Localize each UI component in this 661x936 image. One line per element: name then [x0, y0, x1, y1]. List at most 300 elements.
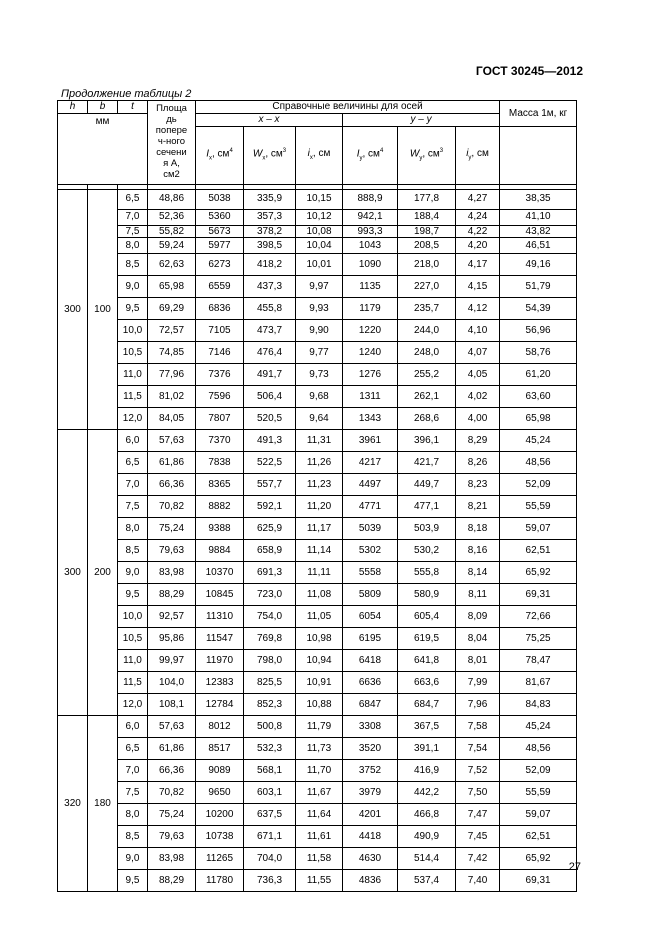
cell-wy: 255,2 — [398, 364, 456, 386]
header-wy: $W_y$, $см^3$ — [398, 126, 456, 184]
header-mass-empty — [500, 126, 577, 184]
cell-wx: 476,4 — [244, 342, 296, 364]
cell-iy: 993,3 — [343, 225, 398, 238]
header-area: Площа дь попере ч-ного сечени я A, см2 — [148, 101, 196, 185]
cell-rx: 11,61 — [296, 826, 343, 848]
cell-t: 10,5 — [118, 342, 148, 364]
header-ry: $i_y$, см — [456, 126, 500, 184]
cell-iy: 4630 — [343, 848, 398, 870]
cell-t: 8,5 — [118, 540, 148, 562]
cell-wx: 625,9 — [244, 518, 296, 540]
table-row — [58, 430, 577, 452]
cell-area: 79,63 — [148, 826, 196, 848]
cell-mass: 49,16 — [500, 254, 577, 276]
cell-t: 8,5 — [118, 826, 148, 848]
cell-iy: 942,1 — [343, 209, 398, 225]
cell-ix: 10370 — [196, 562, 244, 584]
cell-ix: 5038 — [196, 189, 244, 209]
cell-ix: 10845 — [196, 584, 244, 606]
cell-ix: 11780 — [196, 870, 244, 892]
cell-wx: 603,1 — [244, 782, 296, 804]
table-row — [58, 474, 577, 496]
header-h: h — [58, 101, 88, 114]
cell-mass: 81,67 — [500, 672, 577, 694]
table-row — [58, 225, 577, 238]
header-wx: $W_x$, $см^3$ — [244, 126, 296, 184]
cell-wy: 555,8 — [398, 562, 456, 584]
cell-wy: 514,4 — [398, 848, 456, 870]
cell-wy: 396,1 — [398, 430, 456, 452]
cell-iy: 5302 — [343, 540, 398, 562]
cell-mass: 58,76 — [500, 342, 577, 364]
cell-area: 75,24 — [148, 804, 196, 826]
document-code: ГОСТ 30245—2012 — [475, 64, 583, 78]
table-row — [58, 694, 577, 716]
cell-ry: 8,29 — [456, 430, 500, 452]
cell-ry: 4,22 — [456, 225, 500, 238]
cell-mass: 65,98 — [500, 408, 577, 430]
cell-iy: 6636 — [343, 672, 398, 694]
table-row — [58, 760, 577, 782]
cell-ry: 4,00 — [456, 408, 500, 430]
cell-wx: 736,3 — [244, 870, 296, 892]
cell-wx: 437,3 — [244, 276, 296, 298]
cell-t: 7,0 — [118, 209, 148, 225]
table-row — [58, 650, 577, 672]
cell-rx: 11,23 — [296, 474, 343, 496]
cell-rx: 10,91 — [296, 672, 343, 694]
cell-iy: 4201 — [343, 804, 398, 826]
cell-t: 11,0 — [118, 364, 148, 386]
cell-wy: 421,7 — [398, 452, 456, 474]
table-row — [58, 408, 577, 430]
cell-ix: 6559 — [196, 276, 244, 298]
cell-t: 7,0 — [118, 760, 148, 782]
cell-t: 9,0 — [118, 848, 148, 870]
cell-t: 7,0 — [118, 474, 148, 496]
cell-iy: 1240 — [343, 342, 398, 364]
cell-rx: 11,70 — [296, 760, 343, 782]
cell-area: 74,85 — [148, 342, 196, 364]
cell-area: 81,02 — [148, 386, 196, 408]
cell-t: 12,0 — [118, 694, 148, 716]
cell-mass: 69,31 — [500, 584, 577, 606]
cell-h: 300 — [58, 430, 88, 716]
cell-area: 70,82 — [148, 496, 196, 518]
table-row — [58, 209, 577, 225]
cell-b: 180 — [88, 716, 118, 892]
cell-wy: 262,1 — [398, 386, 456, 408]
cell-wx: 473,7 — [244, 320, 296, 342]
cell-wy: 391,1 — [398, 738, 456, 760]
cell-t: 10,0 — [118, 606, 148, 628]
cell-iy: 5558 — [343, 562, 398, 584]
cell-iy: 4418 — [343, 826, 398, 848]
cell-ry: 4,07 — [456, 342, 500, 364]
cell-b: 100 — [88, 189, 118, 430]
cell-ry: 8,16 — [456, 540, 500, 562]
cell-t: 9,5 — [118, 298, 148, 320]
cell-iy: 1090 — [343, 254, 398, 276]
cell-ry: 4,02 — [456, 386, 500, 408]
cell-rx: 11,64 — [296, 804, 343, 826]
cell-area: 52,36 — [148, 209, 196, 225]
cell-h: 300 — [58, 189, 88, 430]
cell-ix: 11310 — [196, 606, 244, 628]
cell-ry: 4,20 — [456, 238, 500, 254]
cell-rx: 11,17 — [296, 518, 343, 540]
cell-ix: 8365 — [196, 474, 244, 496]
table-row — [58, 452, 577, 474]
cell-area: 70,82 — [148, 782, 196, 804]
cell-ix: 8012 — [196, 716, 244, 738]
cell-wy: 268,6 — [398, 408, 456, 430]
cell-wy: 490,9 — [398, 826, 456, 848]
cell-ry: 7,47 — [456, 804, 500, 826]
cell-rx: 11,67 — [296, 782, 343, 804]
cell-ry: 4,05 — [456, 364, 500, 386]
cell-iy: 4771 — [343, 496, 398, 518]
cell-iy: 3961 — [343, 430, 398, 452]
cell-wx: 754,0 — [244, 606, 296, 628]
table-row — [58, 496, 577, 518]
cell-t: 8,5 — [118, 254, 148, 276]
cell-ix: 5360 — [196, 209, 244, 225]
cell-iy: 6418 — [343, 650, 398, 672]
cell-mass: 62,51 — [500, 826, 577, 848]
cell-t: 8,0 — [118, 804, 148, 826]
cell-iy: 4497 — [343, 474, 398, 496]
table-row — [58, 276, 577, 298]
cell-t: 6,0 — [118, 430, 148, 452]
cell-area: 83,98 — [148, 562, 196, 584]
cell-ry: 7,50 — [456, 782, 500, 804]
cell-t: 6,5 — [118, 738, 148, 760]
cell-ix: 11547 — [196, 628, 244, 650]
table-row — [58, 672, 577, 694]
cell-mass: 56,96 — [500, 320, 577, 342]
header-t: t — [118, 101, 148, 114]
table-row — [58, 320, 577, 342]
cell-ry: 8,04 — [456, 628, 500, 650]
cell-t: 9,5 — [118, 870, 148, 892]
cell-rx: 11,08 — [296, 584, 343, 606]
cell-wx: 592,1 — [244, 496, 296, 518]
cell-wy: 227,0 — [398, 276, 456, 298]
cell-t: 11,0 — [118, 650, 148, 672]
cell-iy: 3520 — [343, 738, 398, 760]
cell-wy: 218,0 — [398, 254, 456, 276]
cell-rx: 9,97 — [296, 276, 343, 298]
table-row — [58, 518, 577, 540]
cell-mass: 43,82 — [500, 225, 577, 238]
cell-rx: 10,98 — [296, 628, 343, 650]
cell-wy: 208,5 — [398, 238, 456, 254]
cell-ry: 8,26 — [456, 452, 500, 474]
cell-ix: 7376 — [196, 364, 244, 386]
cell-wx: 357,3 — [244, 209, 296, 225]
cell-iy: 4217 — [343, 452, 398, 474]
cell-t: 7,5 — [118, 496, 148, 518]
cell-mass: 78,47 — [500, 650, 577, 672]
cell-b: 200 — [88, 430, 118, 716]
cell-area: 48,86 — [148, 189, 196, 209]
cell-t: 9,0 — [118, 276, 148, 298]
table-row — [58, 298, 577, 320]
cell-ix: 7807 — [196, 408, 244, 430]
cell-rx: 11,20 — [296, 496, 343, 518]
cell-t: 11,5 — [118, 672, 148, 694]
cell-rx: 11,55 — [296, 870, 343, 892]
cell-rx: 10,01 — [296, 254, 343, 276]
cell-mass: 52,09 — [500, 474, 577, 496]
cell-area: 55,82 — [148, 225, 196, 238]
cell-rx: 11,11 — [296, 562, 343, 584]
cell-area: 88,29 — [148, 584, 196, 606]
cell-wx: 671,1 — [244, 826, 296, 848]
cell-area: 95,86 — [148, 628, 196, 650]
cell-wy: 188,4 — [398, 209, 456, 225]
cell-mass: 65,92 — [500, 562, 577, 584]
cell-iy: 1043 — [343, 238, 398, 254]
cell-ix: 7370 — [196, 430, 244, 452]
cell-area: 66,36 — [148, 760, 196, 782]
cell-rx: 9,93 — [296, 298, 343, 320]
cell-wx: 491,3 — [244, 430, 296, 452]
cell-area: 108,1 — [148, 694, 196, 716]
cell-iy: 1220 — [343, 320, 398, 342]
cell-wy: 537,4 — [398, 870, 456, 892]
cell-ry: 8,23 — [456, 474, 500, 496]
cell-rx: 11,31 — [296, 430, 343, 452]
cell-iy: 6054 — [343, 606, 398, 628]
header-rx: $i_x$, см — [296, 126, 343, 184]
cell-wy: 530,2 — [398, 540, 456, 562]
cell-iy: 888,9 — [343, 189, 398, 209]
cell-mass: 51,79 — [500, 276, 577, 298]
cell-area: 84,05 — [148, 408, 196, 430]
cell-ix: 9884 — [196, 540, 244, 562]
page-number: 27 — [568, 861, 581, 873]
cell-ry: 8,01 — [456, 650, 500, 672]
cell-ry: 7,45 — [456, 826, 500, 848]
cell-ix: 8882 — [196, 496, 244, 518]
cell-rx: 10,94 — [296, 650, 343, 672]
cell-t: 6,5 — [118, 189, 148, 209]
cell-wy: 663,6 — [398, 672, 456, 694]
cell-wx: 500,8 — [244, 716, 296, 738]
cell-iy: 1276 — [343, 364, 398, 386]
cell-rx: 9,77 — [296, 342, 343, 364]
profile-table — [57, 100, 577, 892]
cell-ix: 7838 — [196, 452, 244, 474]
cell-area: 104,0 — [148, 672, 196, 694]
cell-area: 62,63 — [148, 254, 196, 276]
table-row — [58, 628, 577, 650]
cell-ry: 7,40 — [456, 870, 500, 892]
cell-wy: 449,7 — [398, 474, 456, 496]
cell-iy: 1343 — [343, 408, 398, 430]
cell-ry: 8,11 — [456, 584, 500, 606]
cell-mass: 45,24 — [500, 716, 577, 738]
cell-ix: 6273 — [196, 254, 244, 276]
cell-wx: 455,8 — [244, 298, 296, 320]
cell-t: 7,5 — [118, 782, 148, 804]
cell-rx: 11,58 — [296, 848, 343, 870]
cell-ry: 7,54 — [456, 738, 500, 760]
cell-area: 61,86 — [148, 452, 196, 474]
table-row — [58, 189, 577, 209]
cell-ix: 7105 — [196, 320, 244, 342]
cell-mass: 54,39 — [500, 298, 577, 320]
cell-area: 66,36 — [148, 474, 196, 496]
cell-area: 99,97 — [148, 650, 196, 672]
cell-rx: 10,04 — [296, 238, 343, 254]
cell-iy: 5039 — [343, 518, 398, 540]
cell-mass: 48,56 — [500, 738, 577, 760]
cell-ry: 7,52 — [456, 760, 500, 782]
cell-area: 79,63 — [148, 540, 196, 562]
table-row — [58, 238, 577, 254]
table-row — [58, 254, 577, 276]
cell-wy: 684,7 — [398, 694, 456, 716]
cell-rx: 10,12 — [296, 209, 343, 225]
cell-t: 10,5 — [118, 628, 148, 650]
cell-wy: 198,7 — [398, 225, 456, 238]
cell-t: 6,5 — [118, 452, 148, 474]
cell-ry: 7,96 — [456, 694, 500, 716]
cell-mass: 62,51 — [500, 540, 577, 562]
cell-wx: 335,9 — [244, 189, 296, 209]
cell-rx: 9,64 — [296, 408, 343, 430]
cell-wx: 798,0 — [244, 650, 296, 672]
cell-ry: 4,24 — [456, 209, 500, 225]
cell-area: 59,24 — [148, 238, 196, 254]
cell-ry: 4,12 — [456, 298, 500, 320]
header-reference: Справочные величины для осей — [196, 101, 500, 114]
cell-iy: 3308 — [343, 716, 398, 738]
cell-rx: 10,88 — [296, 694, 343, 716]
cell-wy: 619,5 — [398, 628, 456, 650]
cell-ry: 8,14 — [456, 562, 500, 584]
cell-wy: 641,8 — [398, 650, 456, 672]
cell-ix: 12383 — [196, 672, 244, 694]
cell-t: 11,5 — [118, 386, 148, 408]
header-units: мм — [58, 114, 148, 185]
cell-wx: 769,8 — [244, 628, 296, 650]
cell-area: 57,63 — [148, 716, 196, 738]
table-row — [58, 540, 577, 562]
cell-rx: 9,73 — [296, 364, 343, 386]
table-row — [58, 606, 577, 628]
cell-ix: 6836 — [196, 298, 244, 320]
table-row — [58, 584, 577, 606]
header-ix: $I_x$, $см^4$ — [196, 126, 244, 184]
cell-wy: 605,4 — [398, 606, 456, 628]
table-row — [58, 870, 577, 892]
cell-wx: 398,5 — [244, 238, 296, 254]
table-row — [58, 342, 577, 364]
table-row — [58, 782, 577, 804]
cell-ry: 7,42 — [456, 848, 500, 870]
cell-wx: 520,5 — [244, 408, 296, 430]
cell-ix: 9650 — [196, 782, 244, 804]
cell-wx: 852,3 — [244, 694, 296, 716]
cell-wy: 244,0 — [398, 320, 456, 342]
cell-wy: 477,1 — [398, 496, 456, 518]
table-row — [58, 386, 577, 408]
cell-ry: 4,10 — [456, 320, 500, 342]
header-axis-x: x – x — [196, 114, 343, 127]
cell-wy: 442,2 — [398, 782, 456, 804]
cell-mass: 55,59 — [500, 782, 577, 804]
cell-wx: 658,9 — [244, 540, 296, 562]
cell-iy: 6847 — [343, 694, 398, 716]
cell-area: 75,24 — [148, 518, 196, 540]
cell-rx: 9,68 — [296, 386, 343, 408]
header-b: b — [88, 101, 118, 114]
cell-mass: 59,07 — [500, 804, 577, 826]
cell-t: 8,0 — [118, 518, 148, 540]
cell-wx: 691,3 — [244, 562, 296, 584]
cell-wy: 235,7 — [398, 298, 456, 320]
cell-ix: 12784 — [196, 694, 244, 716]
cell-t: 7,5 — [118, 225, 148, 238]
table-row — [58, 738, 577, 760]
cell-area: 88,29 — [148, 870, 196, 892]
cell-iy: 1311 — [343, 386, 398, 408]
cell-wx: 557,7 — [244, 474, 296, 496]
cell-wx: 568,1 — [244, 760, 296, 782]
cell-ry: 7,99 — [456, 672, 500, 694]
table-row — [58, 804, 577, 826]
cell-area: 77,96 — [148, 364, 196, 386]
cell-rx: 11,79 — [296, 716, 343, 738]
cell-mass: 45,24 — [500, 430, 577, 452]
cell-rx: 11,05 — [296, 606, 343, 628]
cell-iy: 6195 — [343, 628, 398, 650]
cell-wx: 637,5 — [244, 804, 296, 826]
cell-ix: 10200 — [196, 804, 244, 826]
cell-mass: 65,92 — [500, 848, 577, 870]
cell-mass: 48,56 — [500, 452, 577, 474]
table-row — [58, 716, 577, 738]
cell-area: 69,29 — [148, 298, 196, 320]
cell-t: 9,0 — [118, 562, 148, 584]
cell-mass: 59,07 — [500, 518, 577, 540]
cell-ix: 8517 — [196, 738, 244, 760]
table-row — [58, 848, 577, 870]
cell-wy: 177,8 — [398, 189, 456, 209]
cell-ry: 4,27 — [456, 189, 500, 209]
cell-iy: 4836 — [343, 870, 398, 892]
cell-mass: 61,20 — [500, 364, 577, 386]
table-body — [58, 189, 577, 892]
cell-ry: 8,09 — [456, 606, 500, 628]
cell-iy: 1179 — [343, 298, 398, 320]
cell-wx: 704,0 — [244, 848, 296, 870]
cell-area: 72,57 — [148, 320, 196, 342]
cell-rx: 10,08 — [296, 225, 343, 238]
table-row — [58, 364, 577, 386]
cell-wy: 503,9 — [398, 518, 456, 540]
cell-iy: 3752 — [343, 760, 398, 782]
cell-ry: 8,21 — [456, 496, 500, 518]
cell-wy: 580,9 — [398, 584, 456, 606]
cell-wx: 522,5 — [244, 452, 296, 474]
cell-ry: 4,15 — [456, 276, 500, 298]
cell-wy: 416,9 — [398, 760, 456, 782]
